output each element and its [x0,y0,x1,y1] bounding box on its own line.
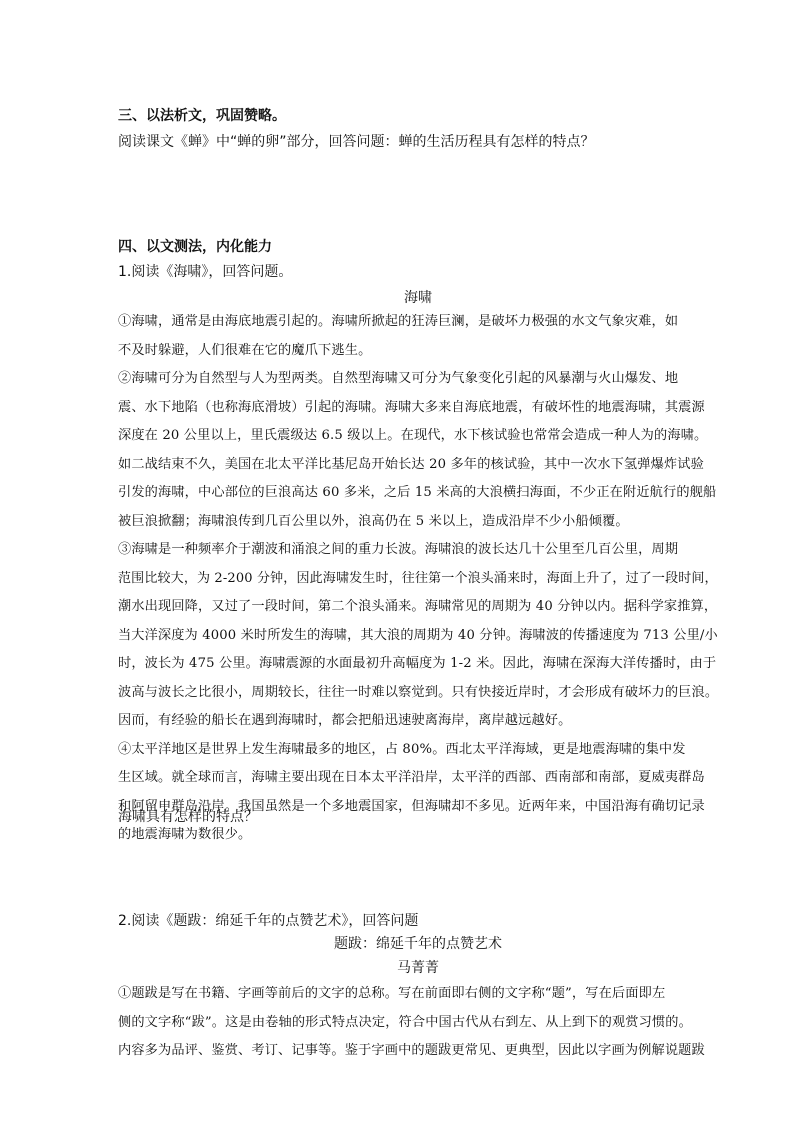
article1-p3-line2: 范围比较大，为 2-200 分钟，因此海啸发生时，往往第一个浪头涌来时，海面上升了，过了一段时间， [118,570,718,586]
article1-p4-line1: ④太平洋地区是世界上发生海啸最多的地区，占 80%。西北太平洋海域，更是地震海啸的集中发 [118,741,686,757]
article1-p2-line5: 引发的海啸，中心部位的巨浪高达 60 多米，之后 15 米高的大浪横扫海面，不少正在附近航行的舰船 [118,485,717,500]
article1-p4-line4: 的地震海啸为数很少。 [118,827,252,842]
article1-p3-line5: 时，波长为 475 公里。海啸震源的水面最初升高幅度为 1-2 米。因此，海啸在深海大洋传播时，由于 [118,656,717,671]
article2-body [118,980,718,1066]
item1-intro: 1.阅读《海啸》，回答问题。 [118,264,293,280]
article1-p2-line4: 如二战结束不久，美国在北太平洋比基尼岛开始长达 20 多年的核试验，其中一次水下氢弹爆炸试验 [118,456,704,472]
article2-title: 题跋：绵延千年的点赞艺术 [334,936,502,952]
section3-question: 阅读课文《蝉》中“蝉的卵”部分，回答问题：蝉的生活历程具有怎样的特点？ [118,134,595,150]
article1-p2-line2: 震、水下地陷（也称海底滑坡）引起的海啸。海啸大多来自海底地震，有破坏性的地震海啸，其震源 [118,399,705,415]
article1-p2-line1: ②海啸可分为自然型与人为型两类。自然型海啸又可分为气象变化引起的风暴潮与火山爆发、地 [118,371,679,386]
section4-heading: 四、以文测法，内化能力 [118,239,272,255]
article1-body [118,308,718,850]
article2-p1-line1: ①题跋是写在书籍、字画等前后的文字的总称。写在前面即右侧的文字称“题”，写在后面即左 [118,986,666,1001]
section3-heading: 三、以法析文，巩固赞略。 [118,108,286,124]
article1-p2-line6: 被巨浪掀翻；海啸浪传到几百公里以外，浪高仍在 5 米以上，造成沿岸不少小船倾覆。 [118,513,629,529]
article2-p1-line2: 侧的文字称“跋”。这是由卷轴的形式特点决定，符合中国古代从右到左、从上到下的观赏习惯的。 [118,1014,692,1030]
article1-question: 海啸具有怎样的特点？ [118,809,258,825]
article1-p3-line6: 波高与波长之比很小，周期较长，往往一时难以察觉到。只有快接近岸时，才会形成有破坏力的巨浪。 [118,684,719,700]
article1-p3-line4: 当大洋深度为 4000 米时所发生的海啸，其大浪的周期为 40 分钟。海啸波的传播速度为 713 公里/小 [118,627,718,643]
article1-title: 海啸 [404,290,432,306]
article2-p1-line3: 内容多为品评、鉴赏、考订、记事等。鉴于字画中的题跋更常见、更典型，因此以字画为例解说题跋 [118,1043,705,1058]
article2-author: 马菁菁 [397,960,439,976]
article1-p2-line3: 深度在 20 公里以上，里氏震级达 6.5 级以上。在现代，水下核试验也常常会造成一种人为的海啸。 [118,428,708,443]
article1-p1-line2: 不及时躲避，人们很难在它的魔爪下逃生。 [118,342,372,358]
item2-intro: 2.阅读《题跋：绵延千年的点赞艺术》，回答问题 [118,913,419,929]
article1-p4-line2: 生区域。就全球而言，海啸主要出现在日本太平洋沿岸，太平洋的西部、西南部和南部，夏威夷群岛 [118,770,705,785]
article1-p4-line3: 和阿留申群岛沿岸。我国虽然是一个多地震国家，但海啸却不多见。近两年来，中国沿海有确切记录 [118,798,705,814]
article1-p3-line3: 潮水出现回降，又过了一段时间，第二个浪头涌来。海啸常见的周期为 40 分钟以内。据科学家推算， [118,599,718,614]
article1-p3-line7: 因而，有经验的船长在遇到海啸时，都会把船迅速驶离海岸，离岸越远越好。 [118,713,572,728]
article1-p1-line1: ①海啸，通常是由海底地震引起的。海啸所掀起的狂涛巨澜，是破坏力极强的水文气象灾难，如 [118,314,679,329]
article1-p3-line1: ③海啸是一种频率介于潮波和涌浪之间的重力长波。海啸浪的波长达几十公里至几百公里，周期 [118,542,679,557]
